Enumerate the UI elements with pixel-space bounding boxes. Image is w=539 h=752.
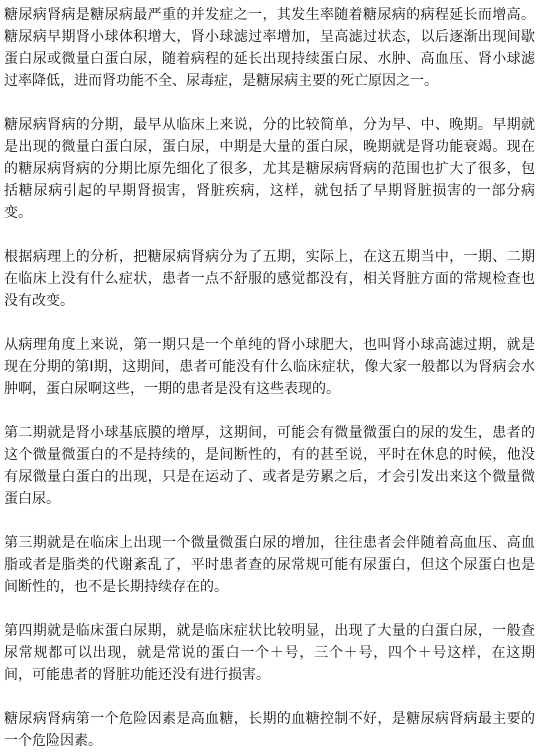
paragraph-five-stages: 根据病理上的分析，把糖尿病肾病分为了五期，实际上，在这五期当中，一期、二期在临床上没有什么症状，患者一点不舒服的感觉都没有，相关肾脏方面的常规检查也没有改变。 — [4, 249, 535, 309]
paragraph-risk-factor: 糖尿病肾病第一个危险因素是高血糖，长期的血糖控制不好，是糖尿病肾病最主要的一个危险因素。 — [4, 711, 535, 749]
paragraph-stage-three: 第三期就是在临床上出现一个微量微蛋白尿的增加，往往患者会伴随着高血压、高血脂或者是脂类的代谢紊乱了，平时患者查的尿常规可能有尿蛋白，但这个尿蛋白也是间断性的，也不是长期持续存在的。 — [4, 535, 535, 595]
paragraph-stage-two: 第二期就是肾小球基底膜的增厚，这期间，可能会有微量微蛋白的尿的发生，患者的这个微量微蛋白的不是持续的，是间断性的，有的甚至说，平时在休息的时候，他没有尿微量白蛋白的出现，只是在运动了、或者是劳累之后，才会引发出来这个微量微蛋白尿。 — [4, 425, 535, 507]
paragraph-staging-overview: 糖尿病肾病的分期，最早从临床上来说，分的比较简单，分为早、中、晚期。早期就是出现的微量白蛋白尿，蛋白尿，中期是大量的蛋白尿，晚期就是肾功能衰竭。现在的糖尿病肾病的分期比原先细化了很多，尤其是糖尿病肾病的范围也扩大了很多，包括糖尿病引起的早期肾损害，肾脏疾病，这样，就包括了早期肾脏损害的一部分病变。 — [4, 117, 535, 221]
article-body — [4, 4, 535, 752]
paragraph-intro: 糖尿病肾病是糖尿病最严重的并发症之一，其发生率随着糖尿病的病程延长而增高。糖尿病早期肾小球体积增大，肾小球滤过率增加，呈高滤过状态，以后逐渐出现间歇蛋白尿或微量白蛋白尿，随着病程的延长出现持续蛋白尿、水肿、高血压、肾小球滤过率降低，进而肾功能不全、尿毒症，是糖尿病主要的死亡原因之一。 — [4, 7, 535, 89]
paragraph-stage-four: 第四期就是临床蛋白尿期，就是临床症状比较明显，出现了大量的白蛋白尿，一般查尿常规都可以出现，就是常说的蛋白一个＋号，三个＋号，四个＋号这样，在这期间，可能患者的肾脏功能还没有进行损害。 — [4, 623, 535, 683]
paragraph-stage-one: 从病理角度上来说，第一期只是一个单纯的肾小球肥大，也叫肾小球高滤过期，就是现在分期的第Ⅰ期，这期间，患者可能没有什么临床症状，像大家一般都以为肾病会水肿啊，蛋白尿啊这些，一期的患者是没有这些表现的。 — [4, 337, 535, 397]
